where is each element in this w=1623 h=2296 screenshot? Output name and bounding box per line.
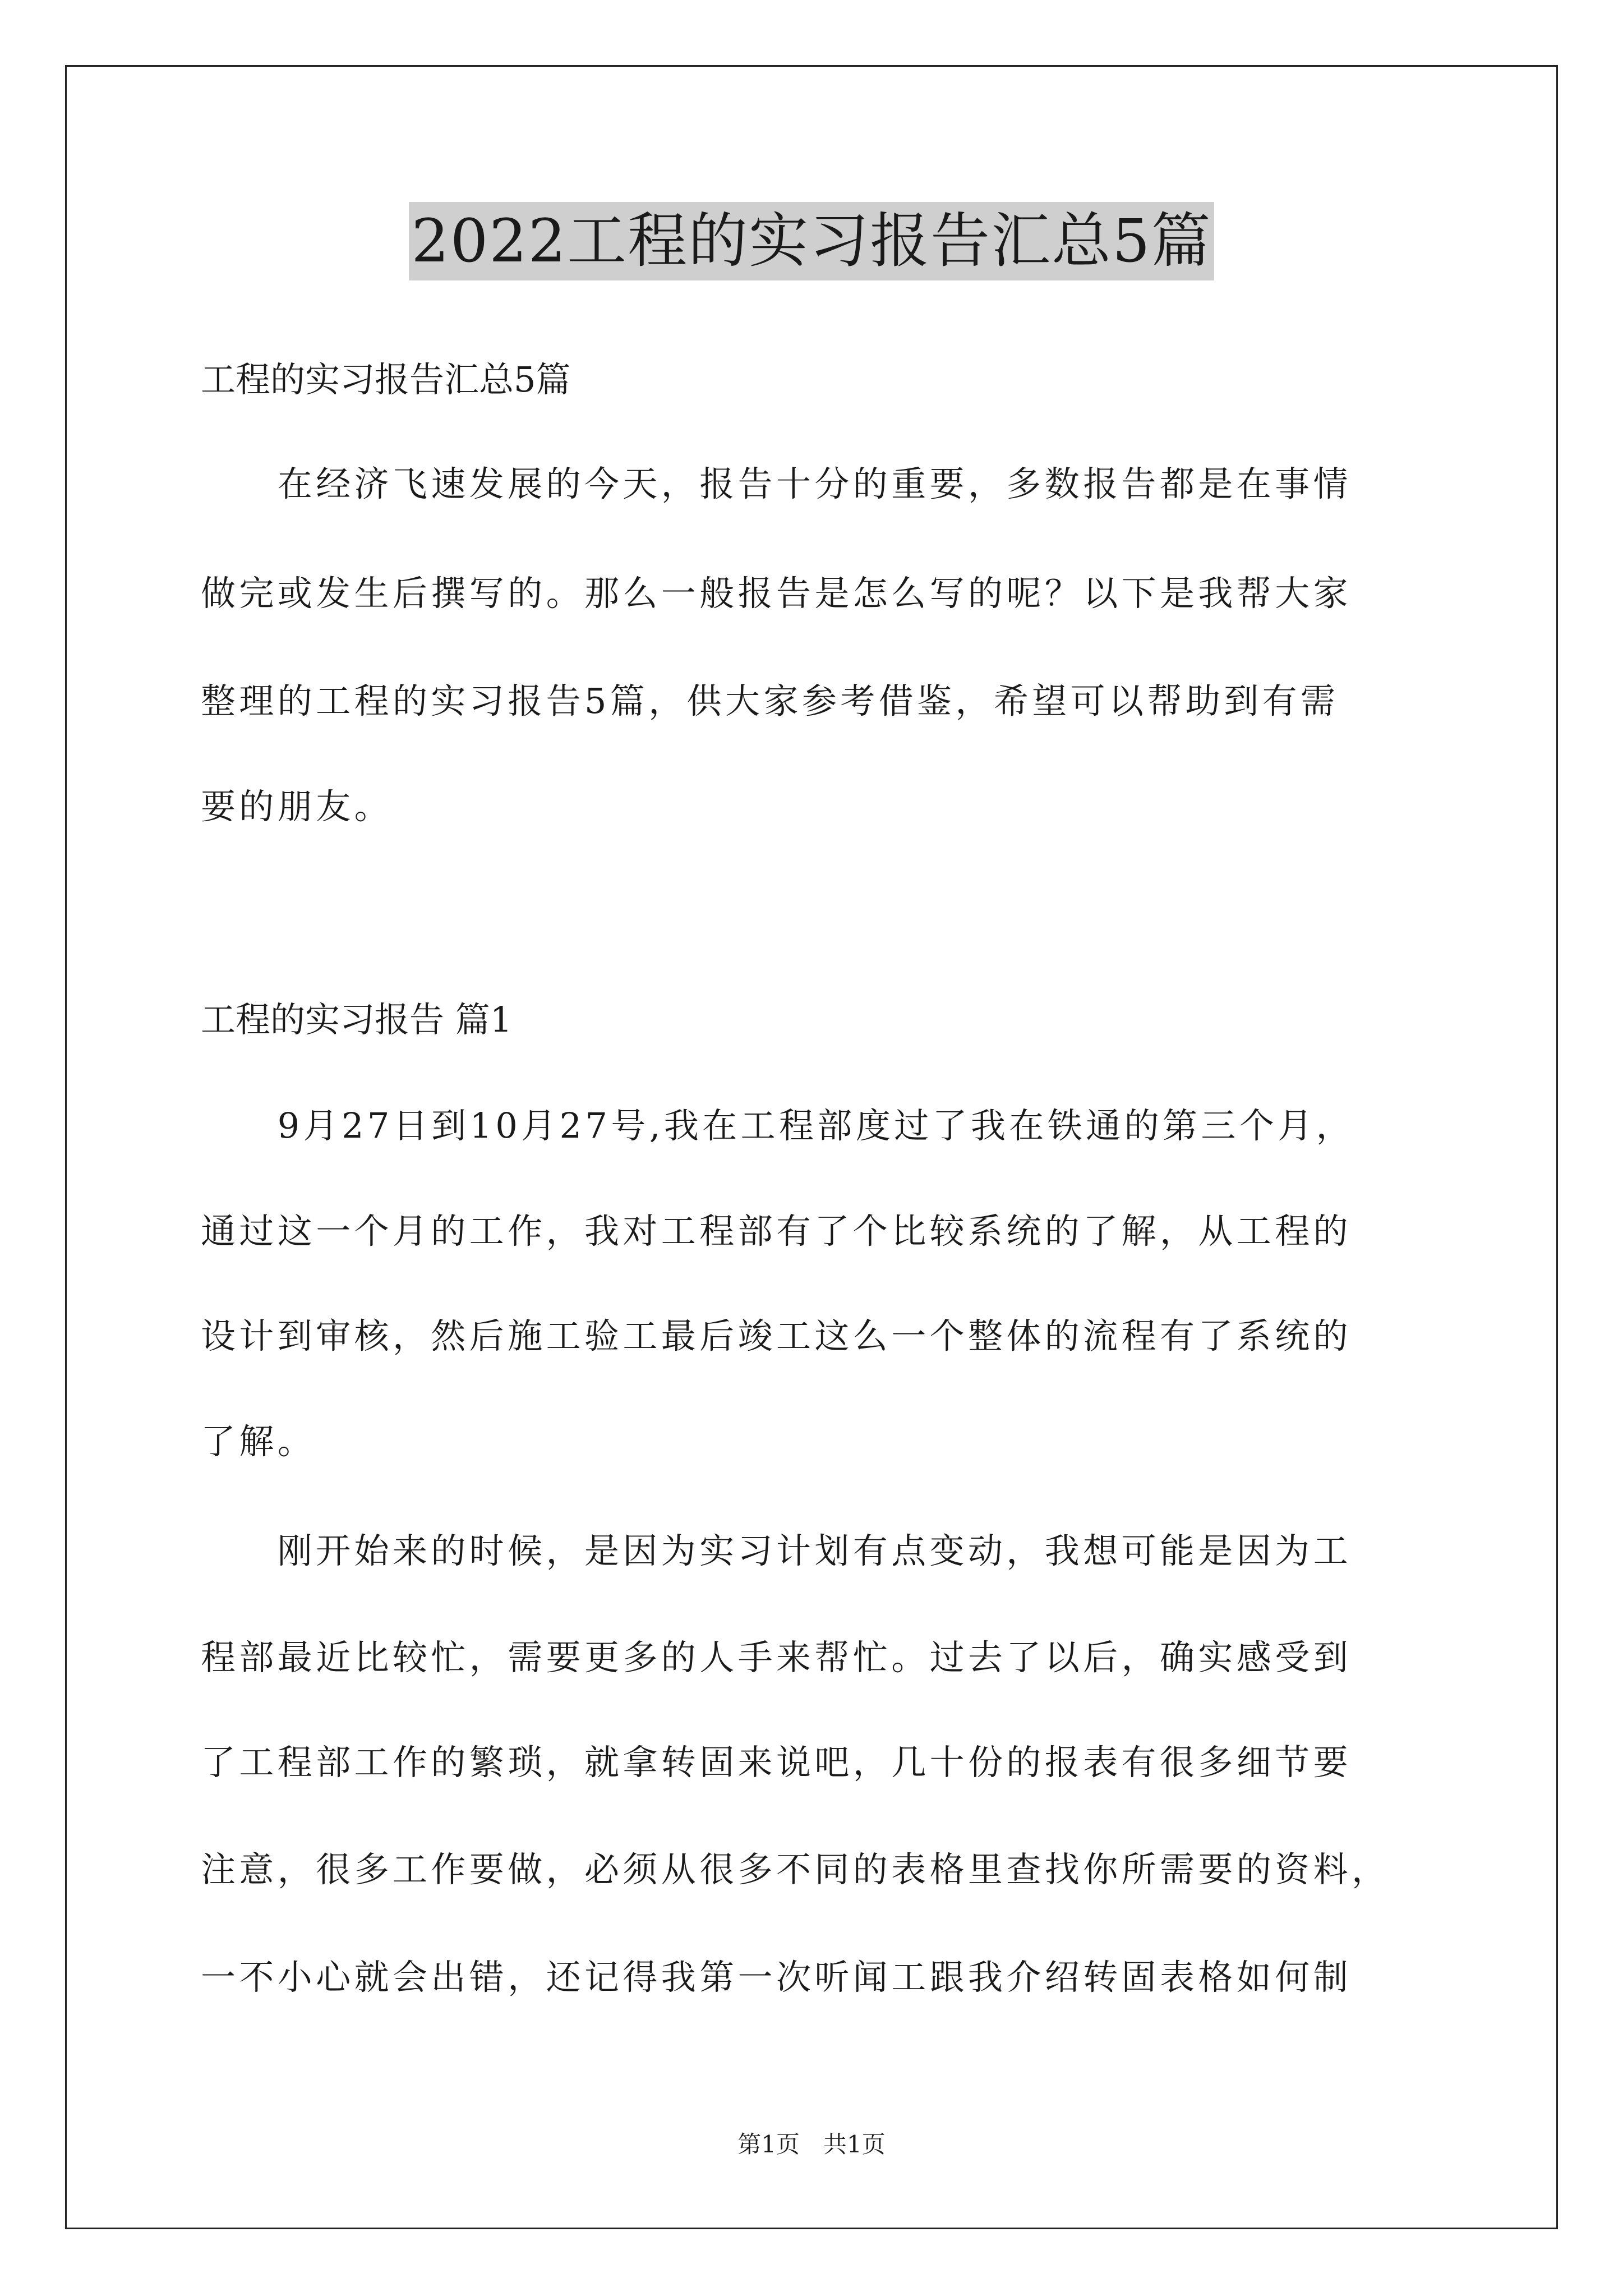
- section-line: 通过这一个月的工作，我对工程部有了个比较系统的了解，从工程的: [201, 1211, 1352, 1251]
- section-line: 了工程部工作的繁琐，就拿转固来说吧，几十份的报表有很多细节要: [201, 1742, 1352, 1783]
- section-line: 刚开始来的时候，是因为实习计划有点变动，我想可能是因为工: [201, 1530, 1352, 1571]
- section-line: 了解。: [201, 1421, 316, 1462]
- section-line: 9月27日到10月27号,我在工程部度过了我在铁通的第三个月，: [201, 1105, 1355, 1146]
- intro-line: 在经济飞速发展的今天，报告十分的重要，多数报告都是在事情: [201, 463, 1352, 504]
- section-line: 一不小心就会出错，还记得我第一次听闻工跟我介绍转固表格如何制: [201, 1957, 1352, 1998]
- intro-line: 整理的工程的实习报告5篇，供大家参考借鉴，希望可以帮助到有需: [201, 680, 1339, 721]
- intro-line: 做完或发生后撰写的。那么一般报告是怎么写的呢？以下是我帮大家: [201, 573, 1352, 614]
- document-subtitle: 工程的实习报告汇总5篇: [201, 359, 571, 400]
- section-line: 注意，很多工作要做，必须从很多不同的表格里查找你所需要的资料，: [201, 1849, 1390, 1890]
- section-heading: 工程的实习报告 篇1: [201, 999, 513, 1040]
- title-wrap: [0, 202, 1623, 280]
- section-line: 设计到审核，然后施工验工最后竣工这么一个整体的流程有了系统的: [201, 1315, 1352, 1356]
- intro-line: 要的朋友。: [201, 786, 393, 827]
- section-line: 程部最近比较忙，需要更多的人手来帮忙。过去了以后，确实感受到: [201, 1637, 1352, 1678]
- document-title: 2022工程的实习报告汇总5篇: [409, 202, 1214, 280]
- page-footer: 第1页 共1页: [737, 2131, 886, 2158]
